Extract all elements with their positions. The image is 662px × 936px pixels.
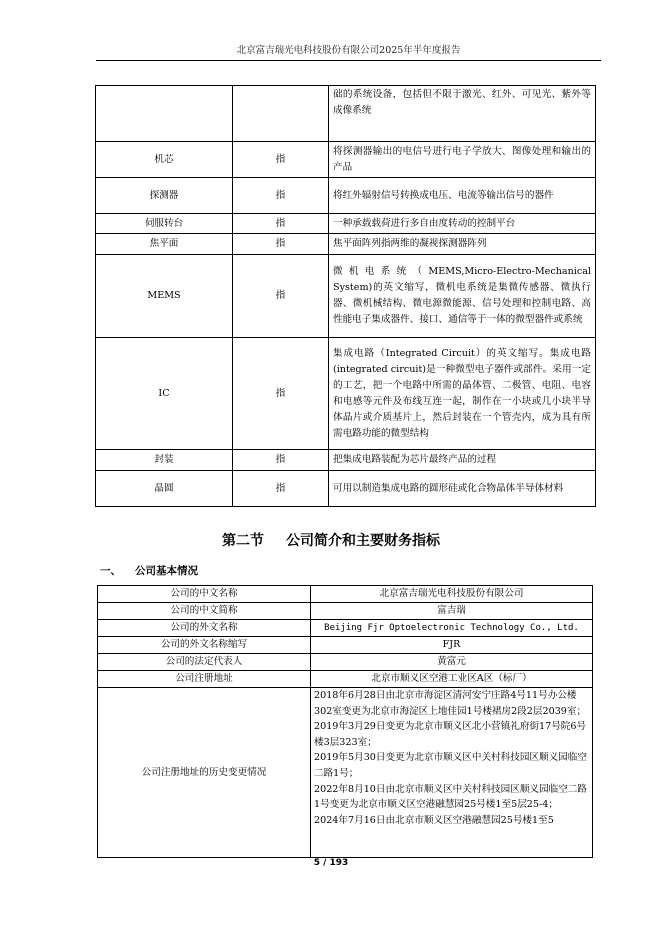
term-cell: 机芯 (96, 142, 233, 178)
page-number: 5 / 193 (313, 858, 349, 868)
term-indicator: 指 (233, 255, 329, 338)
history-entry: 2019年3月29日变更为北京市顺义区北小营镇礼府街17号院6号楼3层323室； (314, 721, 587, 748)
info-value: 北京富吉瑞光电科技股份有限公司 (311, 586, 593, 603)
term-definition: 把集成电路装配为芯片最终产品的过程 (329, 450, 596, 471)
term-cell (96, 86, 233, 142)
term-definition: 将红外辐射信号转换成电压、电流等输出信号的器件 (329, 178, 596, 214)
info-label: 公司注册地址 (98, 671, 311, 688)
table-row (98, 671, 593, 688)
info-label: 公司的中文简称 (98, 603, 311, 620)
term-cell: 晶圆 (96, 471, 233, 507)
table-row (96, 338, 596, 450)
history-entry: 2024年7月16日由北京市顺义区空港融慧园25号楼1至5 (314, 814, 554, 826)
info-label: 公司注册地址的历史变更情况 (98, 688, 311, 858)
info-label: 公司的法定代表人 (98, 654, 311, 671)
term-definition: 焦平面阵列指两维的凝视探测器阵列 (329, 234, 596, 255)
term-definition: 集成电路（Integrated Circuit）的英文缩写。集成电路(integrated circuit)是一种微型电子器件或部件。采用一定的工艺，把一个电路中所需的晶体管、二极管、电阻、电容和电感等元件及布线互连一起，制作在一小块或几小块半导体晶片或介质基片上，然后封装在一个管壳内，成为具有所需电路功能的微型结构 (329, 338, 596, 450)
term-definition: 微机电系统（MEMS,Micro-Electro-Mechanical System)的英文缩写，微机电系统是集微传感器、微执行器、微机械结构、微电源微能源、信号处理和控制电路、高性能电子集成器件、接口、通信等于一体的微型器件或系统 (329, 255, 596, 338)
term-indicator (233, 86, 329, 142)
table-row (98, 603, 593, 620)
term-definition: 础的系统设备，包括但不限于激光、红外、可见光、紫外等成像系统 (329, 86, 596, 142)
address-history (311, 688, 593, 858)
info-label: 公司的外文名称缩写 (98, 637, 311, 654)
subsection-title-text: 公司基本情况 (135, 565, 198, 577)
info-value: Beijing Fjr Optoelectronic Technology Co., Ltd. (311, 620, 593, 637)
report-header: 北京富吉瑞光电科技股份有限公司2025年半年度报告 (236, 45, 461, 56)
info-label: 公司的外文名称 (98, 620, 311, 637)
history-entry: 2022年8月10日由北京市顺义区中关村科技园区顺义园临空二路1号变更为北京市顺义区空港融慧园25号楼1至5层25-4； (314, 783, 587, 811)
term-cell: 焦平面 (96, 234, 233, 255)
table-row (98, 654, 593, 671)
company-info-table (97, 585, 593, 858)
history-entry: 2019年5月30日变更为北京市顺义区中关村科技园区顺义园临空二路1号； (314, 752, 587, 779)
table-row (98, 688, 593, 858)
term-indicator: 指 (233, 234, 329, 255)
term-indicator: 指 (233, 214, 329, 234)
history-entry: 2018年6月28日由北京市海淀区清河安宁庄路4号11号办公楼302室变更为北京市海淀区上地佳园1号楼裙房2段2层2039室； (314, 690, 587, 717)
section-number: 第二节 (222, 533, 264, 549)
term-definition: 将探测器输出的电信号进行电子学放大、图像处理和输出的产品 (329, 142, 596, 178)
info-value: FJR (311, 637, 593, 654)
table-row (98, 586, 593, 603)
term-cell: MEMS (96, 255, 233, 338)
header-divider (96, 60, 601, 61)
table-row (98, 637, 593, 654)
term-cell: IC (96, 338, 233, 450)
table-row (96, 142, 596, 178)
table-row (96, 471, 596, 507)
term-indicator: 指 (233, 142, 329, 178)
subsection-heading (100, 563, 198, 578)
term-definition: 可用以制造集成电路的圆形硅或化合物晶体半导体材料 (329, 471, 596, 507)
term-cell: 封装 (96, 450, 233, 471)
term-indicator: 指 (233, 178, 329, 214)
definitions-table (95, 85, 596, 507)
table-row (96, 234, 596, 255)
term-cell: 伺服转台 (96, 214, 233, 234)
table-row (96, 450, 596, 471)
info-value: 北京市顺义区空港工业区A区（标厂） (311, 671, 593, 688)
section-heading (0, 530, 662, 550)
term-indicator: 指 (233, 471, 329, 507)
table-row (96, 86, 596, 142)
section-title-text: 公司简介和主要财务指标 (286, 533, 440, 549)
term-cell: 探测器 (96, 178, 233, 214)
subsection-number: 一、 (100, 565, 121, 577)
table-row (98, 620, 593, 637)
term-definition: 一种承载载荷进行多自由度转动的控制平台 (329, 214, 596, 234)
term-indicator: 指 (233, 338, 329, 450)
info-label: 公司的中文名称 (98, 586, 311, 603)
info-value: 富吉瑞 (311, 603, 593, 620)
table-row (96, 255, 596, 338)
table-row (96, 178, 596, 214)
info-value: 黄富元 (311, 654, 593, 671)
term-indicator: 指 (233, 450, 329, 471)
table-row (96, 214, 596, 234)
